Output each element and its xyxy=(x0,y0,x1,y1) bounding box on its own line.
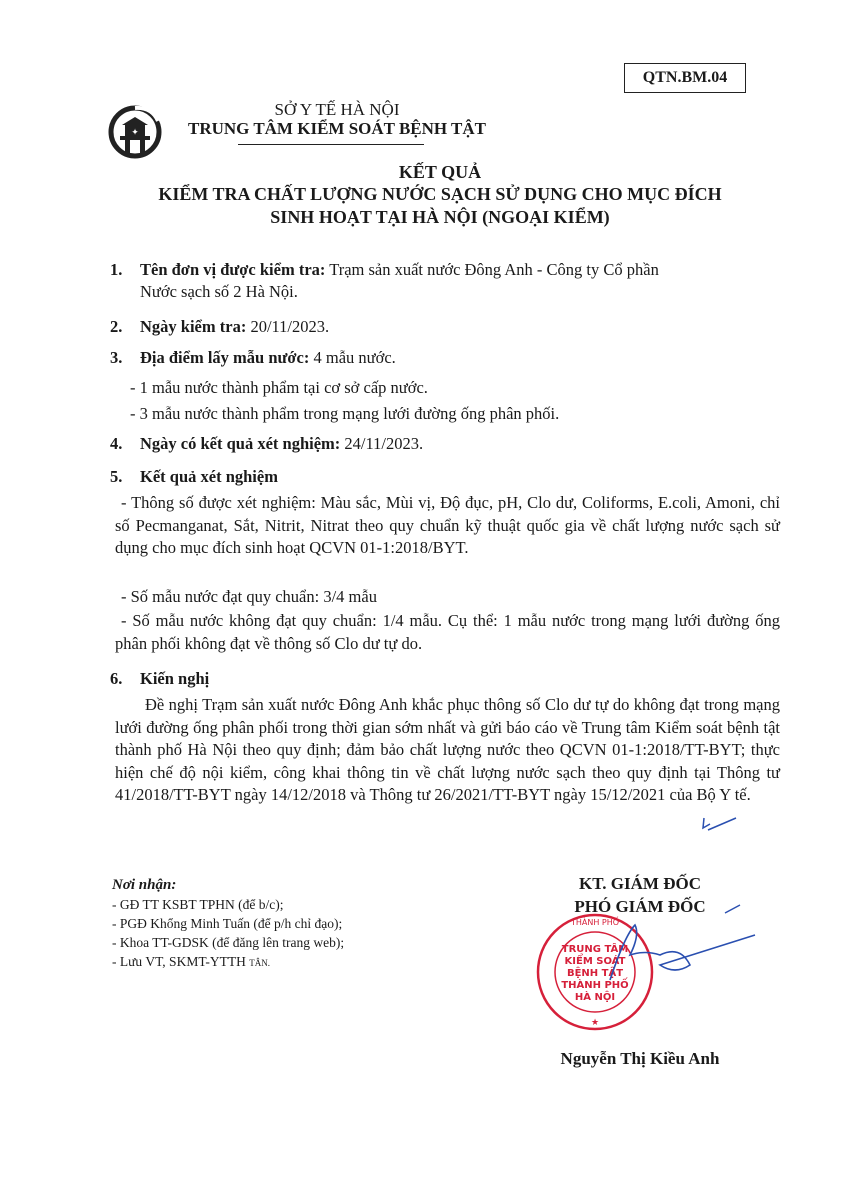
section-value: Trạm sản xuất nước Đông Anh - Công ty Cổ phần xyxy=(325,260,659,279)
document-title: KẾT QUẢ xyxy=(398,162,482,182)
section-number: 4. xyxy=(110,434,123,453)
signer-title-2: PHÓ GIÁM ĐỐC xyxy=(574,897,706,916)
section-number: 2. xyxy=(110,317,123,336)
svg-text:★: ★ xyxy=(590,1017,600,1027)
svg-text:✦: ✦ xyxy=(131,127,139,137)
section-label: Ngày có kết quả xét nghiệm: xyxy=(140,434,341,453)
section-6 xyxy=(110,668,780,690)
parent-organization: SỞ Y TẾ HÀ NỘI xyxy=(274,100,400,119)
handwritten-signature xyxy=(590,895,760,995)
sample-item: - 1 mẫu nước thành phẩm tại cơ sở cấp nước. xyxy=(130,378,428,397)
recipients-title: Nơi nhận: xyxy=(112,877,177,893)
tested-parameters: - Thông số được xét nghiệm: Màu sắc, Mùi vị, Độ đục, pH, Clo dư, Coliforms, E.coli, Amoni, chỉ số Pecmanganat, Sắt, Nitrit, Nitrat theo quy chuẩn kỹ thuật quốc gia về chất lượng nước sạch sử dụng cho mục đích sinh hoạt QCVN 01-1:2018/BYT. xyxy=(115,493,780,557)
failing-samples: - Số mẫu nước không đạt quy chuẩn: 1/4 mẫu. Cụ thể: 1 mẫu nước trong mạng lưới đường ống phân phối không đạt về thông số Clo dư tự do. xyxy=(115,611,780,653)
section-number: 6. xyxy=(110,669,123,688)
svg-text:HÀ NỘI: HÀ NỘI xyxy=(574,992,616,1003)
section-4 xyxy=(110,433,780,455)
recommendation-text: Đề nghị Trạm sản xuất nước Đông Anh khắc phục thông số Clo dư tự do không đạt trong mạng lưới đường ống phân phối trong thời gian sớm nhất và gửi báo cáo về Trung tâm Kiểm soát bệnh tật thành phố Hà Nội theo quy định; đảm bảo chất lượng nước theo QCVN 01-1:2018/TT-BYT; thực hiện chế độ nội kiểm, công khai thông tin về chất lượng nước sạch theo quy định tại Thông tư 41/2018/TT-BYT ngày 14/12/2018 và Thông tư 26/2021/TT-BYT ngày 15/12/2021 của Bộ Y tế. xyxy=(115,695,780,804)
section-number: 5. xyxy=(110,467,123,486)
svg-text:THÀNH PHỐ: THÀNH PHỐ xyxy=(570,918,620,927)
section-3 xyxy=(110,347,780,425)
organization-name: TRUNG TÂM KIỂM SOÁT BỆNH TẬT xyxy=(187,119,487,138)
recipient-item xyxy=(112,952,452,973)
hanoi-tower-emblem-icon xyxy=(108,103,162,159)
initial-mark xyxy=(700,812,740,834)
section-value-continued: Nước sạch số 2 Hà Nội. xyxy=(140,282,298,301)
recipient-archive: - Lưu VT, SKMT-YTTH xyxy=(112,954,246,969)
document-subtitle-line2: SINH HOẠT TẠI HÀ NỘI (NGOẠI KIỂM) xyxy=(270,207,610,227)
section-label: Kết quả xét nghiệm xyxy=(140,467,278,486)
section-value: 4 mẫu nước. xyxy=(309,348,396,367)
svg-text:TRUNG TÂM: TRUNG TÂM xyxy=(561,944,629,955)
section-label: Ngày kiểm tra: xyxy=(140,317,247,336)
section-1 xyxy=(110,259,780,303)
section-label: Địa điểm lấy mẫu nước: xyxy=(140,348,310,367)
svg-text:KIỂM SOÁT: KIỂM SOÁT xyxy=(564,956,626,967)
section-number: 1. xyxy=(110,260,123,279)
svg-text:THÀNH PHỐ: THÀNH PHỐ xyxy=(561,980,629,991)
passing-samples: - Số mẫu nước đạt quy chuẩn: 3/4 mẫu xyxy=(121,587,377,606)
header-divider xyxy=(238,144,424,145)
sample-item: - 3 mẫu nước thành phẩm trong mạng lưới đường ống phân phối. xyxy=(130,404,560,423)
recipient-item: - Khoa TT-GDSK (để đăng lên trang web); xyxy=(112,935,345,950)
form-code-box: QTN.BM.04 xyxy=(624,63,746,93)
drafter-initials: TÂN. xyxy=(249,958,270,968)
section-5 xyxy=(110,466,780,488)
section-2 xyxy=(110,316,780,338)
section-label: Kiến nghị xyxy=(140,669,210,688)
section-number: 3. xyxy=(110,348,123,367)
section-value: 24/11/2023. xyxy=(340,434,424,453)
signer-name: Nguyễn Thị Kiều Anh xyxy=(560,1049,720,1068)
signer-title-1: KT. GIÁM ĐỐC xyxy=(579,874,701,893)
document-subtitle-line1: KIỂM TRA CHẤT LƯỢNG NƯỚC SẠCH SỬ DỤNG CHO MỤC ĐÍCH xyxy=(158,184,722,204)
recipients-block xyxy=(112,876,452,973)
recipient-item: - PGĐ Khổng Minh Tuấn (để p/h chỉ đạo); xyxy=(112,916,343,931)
section-value: 20/11/2023. xyxy=(246,317,330,336)
recipient-item: - GĐ TT KSBT TPHN (để b/c); xyxy=(112,897,284,912)
section-label: Tên đơn vị được kiểm tra: xyxy=(140,260,326,279)
svg-text:BỆNH TẬT: BỆNH TẬT xyxy=(566,968,624,979)
